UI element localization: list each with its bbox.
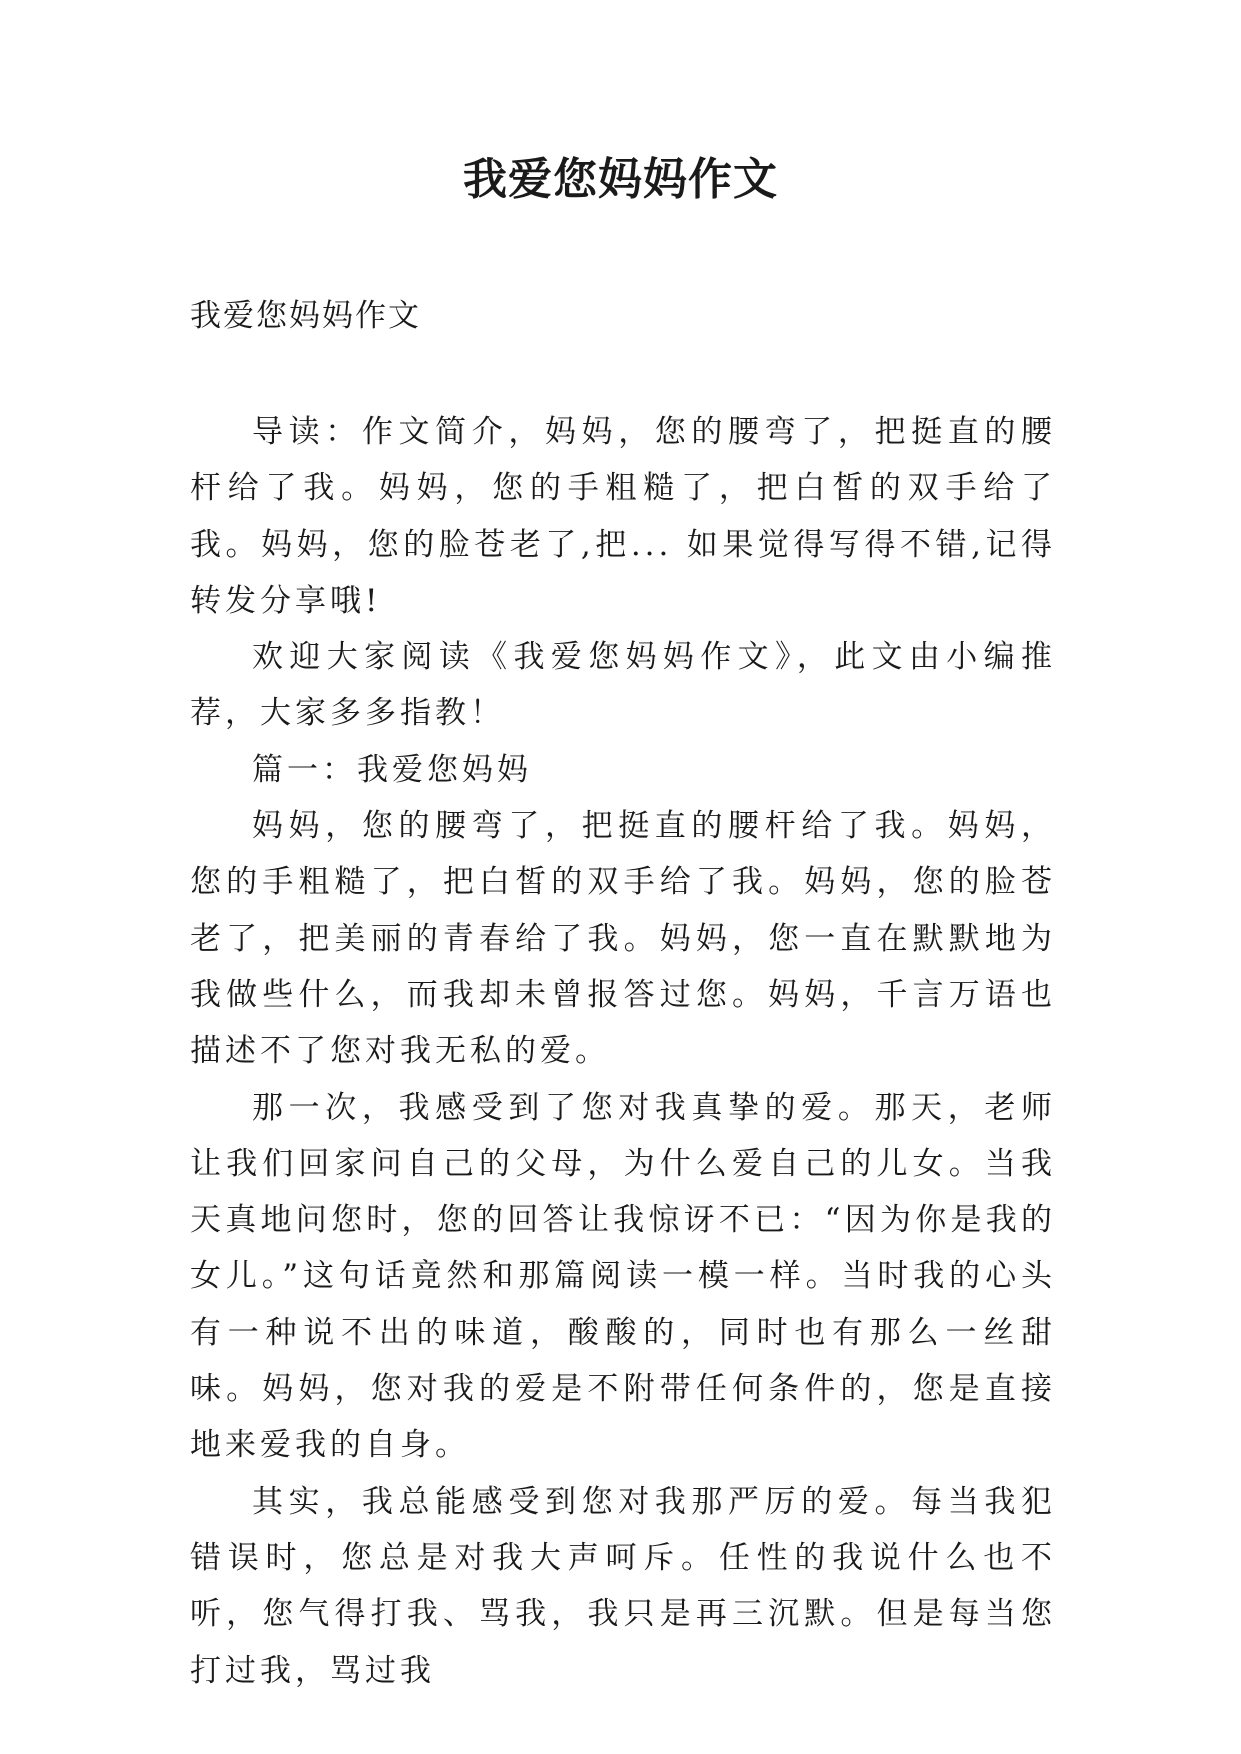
document-subtitle: 我爱您妈妈作文 xyxy=(190,298,421,334)
paragraph: 妈妈，您的腰弯了，把挺直的腰杆给了我。妈妈，您的手粗糙了，把白皙的双手给了我。妈妈，您的脸苍老了，把美丽的青春给了我。妈妈，您一直在默默地为我做些什么，而我却未曾报答过您。妈妈，千言万语也描述不了您对我无私的爱。 xyxy=(190,808,1056,1070)
document-body xyxy=(190,404,1056,1699)
paragraph: 其实，我总能感受到您对我那严厉的爱。每当我犯错误时，您总是对我大声呵斥。任性的我说什么也不听，您气得打我、骂我，我只是再三沉默。但是每当您打过我，骂过我 xyxy=(190,1483,1056,1689)
paragraph: 那一次，我感受到了您对我真挚的爱。那天，老师让我们回家问自己的父母，为什么爱自己的儿女。当我天真地问您时，您的回答让我惊讶不已：“因为你是我的女儿。”这句话竟然和那篇阅读一模一样。当时我的心头有一种说不出的味道，酸酸的，同时也有那么一丝甜味。妈妈，您对我的爱是不附带任何条件的，您是直接地来爱我的自身。 xyxy=(190,1089,1056,1464)
document-title: 我爱您妈妈作文 xyxy=(463,154,778,205)
paragraph-intro: 导读：作文简介，妈妈，您的腰弯了，把挺直的腰杆给了我。妈妈，您的手粗糙了，把白皙的双手给了我。妈妈，您的脸苍老了,把... 如果觉得写得不错,记得转发分享哦! xyxy=(190,414,1056,619)
section-heading: 篇一：我爱您妈妈 xyxy=(252,751,532,788)
paragraph-welcome: 欢迎大家阅读《我爱您妈妈作文》，此文由小编推荐，大家多多指教！ xyxy=(190,639,1056,732)
